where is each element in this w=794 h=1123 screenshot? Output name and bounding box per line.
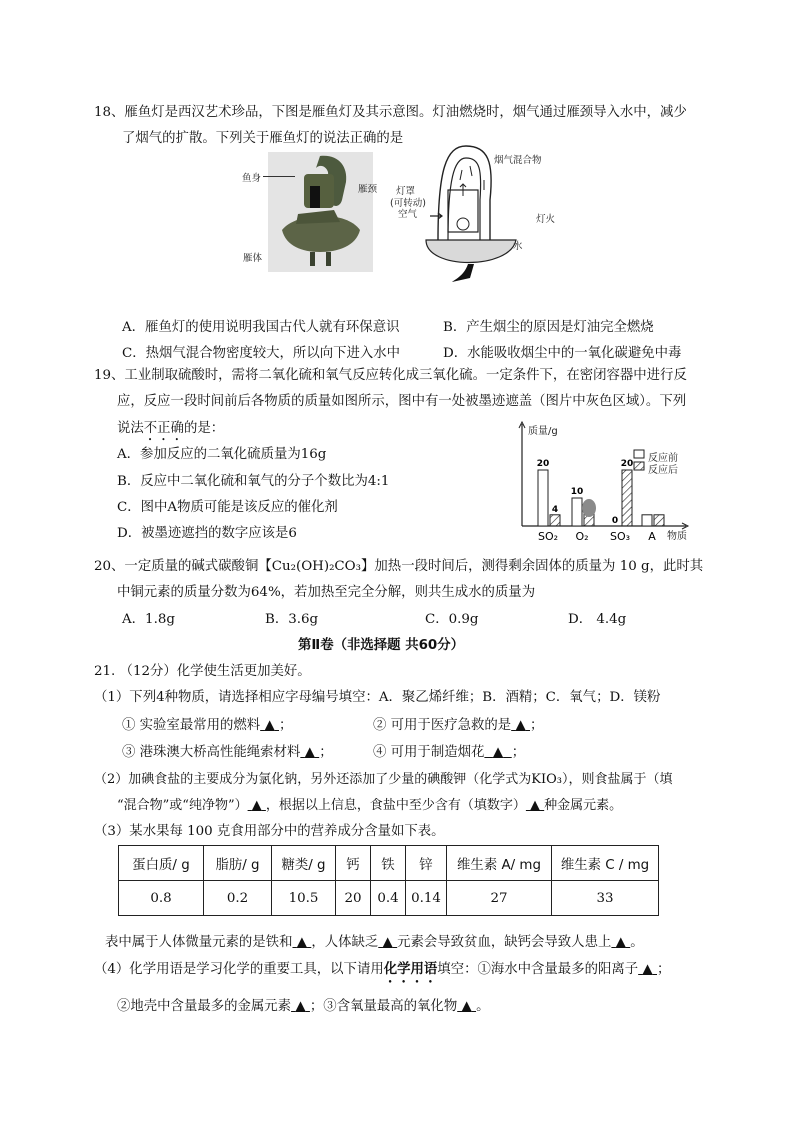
q21-p2-text-a: “混合物”或“纯净物”） xyxy=(117,798,248,813)
q21-p2-text-c: 种金属元素。 xyxy=(544,798,623,813)
q21-p1-item1 xyxy=(122,714,292,733)
bar-after-2 xyxy=(622,470,632,526)
q18-line2: 了烟气的扩散。下列关于雁鱼灯的说法正确的是 xyxy=(122,131,404,146)
q21-p4-emphasis: 化学用语 xyxy=(383,961,438,977)
answer-blank[interactable]: ▲ xyxy=(615,935,626,950)
punct: ； xyxy=(511,745,526,760)
q21-p1-item1-text: ① 实验室最常用的燃料 xyxy=(122,718,261,733)
mass-bar-chart xyxy=(508,418,690,550)
table-cell: 0.4 xyxy=(371,881,406,916)
q18-option-a: A．雁鱼灯的使用说明我国古代人就有环保意识 xyxy=(122,320,400,335)
table-header-cell: 糖类/ g xyxy=(272,846,336,881)
q19-option-a: A．参加反应的二氧化硫质量为16g xyxy=(117,447,327,462)
q19-line3-pre: 说法 xyxy=(117,421,144,436)
q21-p4-line1 xyxy=(94,958,670,986)
q21-p2-line1: （2）加碘食盐的主要成分为氯化钠，另外还添加了少量的碘酸钾（化学式为KIO₃），则食盐属于（填 xyxy=(94,772,673,787)
table-header-cell: 维生素 C / mg xyxy=(552,846,659,881)
q19-option-b: B．反应中二氧化硫和氧气的分子个数比为4:1 xyxy=(117,474,390,489)
answer-blank[interactable]: ▲ xyxy=(642,962,653,977)
data-label-2: 10 xyxy=(570,487,584,497)
q21-p1-item2 xyxy=(373,714,543,733)
diagram-label-fire: 灯火 xyxy=(536,214,556,225)
answer-blank[interactable]: ▲ xyxy=(304,745,315,760)
q21-p1: （1）下列4种物质，请选择相应字母编号填空：A．聚乙烯纤维；B．酒精；C．氧气；D．镁粉 xyxy=(94,690,661,705)
q18-option-b: B．产生烟尘的原因是灯油完全燃烧 xyxy=(443,320,654,335)
q21-p4-text-a: （4）化学用语是学习化学的重要工具，以下请用 xyxy=(94,962,384,977)
table-cell: 10.5 xyxy=(272,881,336,916)
x-tick-label-0: SO₂ xyxy=(537,530,559,543)
q21-p1-item3-text: ③ 港珠澳大桥高性能绳索材料 xyxy=(122,745,301,760)
table-cell: 0.8 xyxy=(119,881,204,916)
table-cell: 27 xyxy=(447,881,552,916)
table-cell: 20 xyxy=(336,881,371,916)
leader-line xyxy=(263,176,295,177)
q20-option-c: C．0.9g xyxy=(425,612,479,627)
diagram-label-air: 空气 xyxy=(398,209,418,220)
q21-p4-text-d: ②地壳中含量最多的金属元素 xyxy=(117,999,292,1014)
punct: ； xyxy=(279,718,293,733)
legend-before-swatch xyxy=(634,450,644,458)
chart-svg xyxy=(508,418,690,550)
answer-blank[interactable]: ▲ xyxy=(530,798,541,813)
table-header-cell: 维生素 A/ mg xyxy=(447,846,552,881)
table-header-cell: 脂肪/ g xyxy=(204,846,272,881)
data-label-0: 20 xyxy=(536,459,550,469)
punct: ； xyxy=(319,745,333,760)
table-header-cell: 钙 xyxy=(336,846,371,881)
q21-p4-line2 xyxy=(117,995,489,1014)
diagram-label-smoke: 烟气混合物 xyxy=(494,155,542,166)
q19-line1: 19、工业制取硫酸时，需将二氧化硫和氧气反应转化成三氧化硫。一定条件下，在密闭容器中进行反 xyxy=(94,368,687,383)
q21-p3-after xyxy=(105,931,644,950)
q21-p3-text-b: ，人体缺乏 xyxy=(311,935,379,950)
q21-p1-item2-text: ② 可用于医疗急救的是 xyxy=(373,718,512,733)
photo-label-body: 雁体 xyxy=(243,253,263,264)
answer-blank[interactable]: ▲ xyxy=(492,745,504,760)
table-header-cell: 锌 xyxy=(406,846,447,881)
answer-blank[interactable]: ▲ xyxy=(296,935,308,950)
q18-option-d: D．水能吸收烟尘中的一氧化碳避免中毒 xyxy=(443,346,682,361)
table-cell: 0.2 xyxy=(204,881,272,916)
q19-option-c: C．图中A物质可能是该反应的催化剂 xyxy=(117,500,338,515)
photo-label-neck: 雁颈 xyxy=(358,184,378,195)
bar-after-3 xyxy=(654,515,664,526)
table-header-row xyxy=(119,846,659,881)
q20-line2: 中铜元素的质量分数为64%，若加热至完全分解，则共生成水的质量为 xyxy=(117,585,536,600)
data-label-1: 4 xyxy=(551,504,559,515)
q20-option-a: A．1.8g xyxy=(122,612,175,627)
photo-label-fish: 鱼身 xyxy=(242,173,262,184)
q19-emphasis: 不正确 xyxy=(143,421,184,436)
q21-head: 21. （12分）化学使生活更加美好。 xyxy=(94,664,311,679)
q18-line1: 18、雁鱼灯是西汉艺术珍品，下图是雁鱼灯及其示意图。灯油燃烧时，烟气通过雁颈导入水中，减少 xyxy=(94,105,687,120)
data-label-3: 0 xyxy=(611,516,619,526)
bar-before-3 xyxy=(642,515,652,526)
bar-after-0 xyxy=(550,515,560,526)
table-cell: 0.14 xyxy=(406,881,447,916)
bar-before-1 xyxy=(572,498,582,526)
answer-blank[interactable]: ▲ xyxy=(264,718,275,733)
answer-blank[interactable]: ▲ xyxy=(295,999,306,1014)
punct: ； xyxy=(530,718,544,733)
chart-xlabel: 物质 xyxy=(667,531,687,542)
data-label-4: 20 xyxy=(620,459,634,469)
q20-option-d: D． 4.4g xyxy=(568,612,627,627)
table-row xyxy=(119,881,659,916)
punct: ； xyxy=(657,962,671,977)
table-header-cell: 铁 xyxy=(371,846,406,881)
q21-p2-text-b: ，根据以上信息，食盐中至少含有（填数字） xyxy=(265,798,526,813)
answer-blank[interactable]: ▲ xyxy=(461,999,472,1014)
diagram-label-shade: 灯罩 xyxy=(396,186,416,197)
x-tick-label-2: SO₃ xyxy=(609,530,631,543)
q20-option-b: B．3.6g xyxy=(265,612,319,627)
diagram-label-rotate: (可转动) xyxy=(390,198,426,209)
legend-after-label: 反应后 xyxy=(648,465,678,476)
q19-line3-post: 的是： xyxy=(183,421,225,436)
q21-p2-line2 xyxy=(117,794,622,813)
q21-p4-text-c: 填空：①海水中含量最多的阳离子 xyxy=(437,962,639,977)
lamp-photo-image xyxy=(268,152,373,272)
answer-blank[interactable]: ▲ xyxy=(515,718,526,733)
x-tick-label-3: A xyxy=(648,530,656,543)
q21-p3: （3）某水果每 100 克食用部分中的营养成分含量如下表。 xyxy=(94,824,445,839)
punct: 。 xyxy=(476,999,490,1014)
q19-line2: 应，反应一段时间前后各物质的质量如图所示，图中有一处被墨迹遮盖（图片中灰色区域）。下列 xyxy=(117,394,687,409)
nutrition-table xyxy=(118,845,659,916)
chart-ylabel: 质量/g xyxy=(528,426,558,437)
diagram-label-water: 水 xyxy=(513,241,523,252)
q21-p1-item3 xyxy=(122,741,333,760)
legend-after-swatch xyxy=(634,462,644,470)
table-header-cell: 蛋白质/ g xyxy=(119,846,204,881)
x-tick-label-1: O₂ xyxy=(575,530,589,543)
answer-blank[interactable]: ▲ xyxy=(382,935,393,950)
legend-before-label: 反应前 xyxy=(648,453,678,464)
q19-option-d: D．被墨迹遮挡的数字应该是6 xyxy=(117,526,297,541)
bar-before-0 xyxy=(538,470,548,526)
q21-p3-text-a: 表中属于人体微量元素的是铁和 xyxy=(105,935,293,950)
q21-p1-item4 xyxy=(373,741,525,760)
q19-line3 xyxy=(117,417,224,444)
goose-fish-lamp-photo xyxy=(268,152,373,272)
q21-p1-item4-text: ④ 可用于制造烟花 xyxy=(373,745,485,760)
table-cell: 33 xyxy=(552,881,659,916)
q21-p4-text-e: ；③含氧量最高的氧化物 xyxy=(309,999,458,1014)
punct: 。 xyxy=(630,935,644,950)
section-title: 第Ⅱ卷（非选择题 共60分） xyxy=(298,638,465,653)
answer-blank[interactable]: ▲ xyxy=(251,798,262,813)
ink-blot xyxy=(582,499,596,517)
q20-line1: 20、一定质量的碱式碳酸铜【Cu₂(OH)₂CO₃】加热一段时间后，测得剩余固体的质量为 10 g，此时其 xyxy=(94,559,704,574)
q21-p3-text-c: 元素会导致贫血，缺钙会导致人患上 xyxy=(397,935,612,950)
q18-option-c: C．热烟气混合物密度较大，所以向下进入水中 xyxy=(122,346,401,361)
